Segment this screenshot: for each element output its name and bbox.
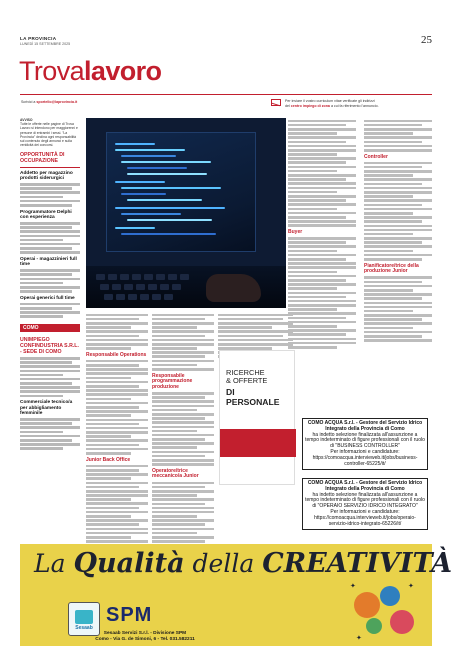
issue-date: LUNEDÌ 15 SETTEMBRE 2025: [20, 42, 71, 46]
section-title-opportunita: OPPORTUNITÀ DI OCCUPAZIONE: [20, 152, 65, 165]
mid-column-2: [152, 312, 214, 555]
job-title: Operatore/trice meccanico/a Junior: [152, 467, 199, 480]
job-title: Addetto per magazzino prodotti siderurgici: [20, 170, 73, 182]
ad-body: ha indetto selezione finalizzata all'assunzione a tempo indeterminato di figure professionali con il ruolo di "BUSINESS CONTROLLER": [305, 431, 425, 450]
byline-prefix: Scrivici a: [21, 100, 36, 104]
banner-address: Sesaab Servizi S.r.l. - Divisione SPM Como - Via G. de Simoni, 6 - Tel. 031.582211: [95, 631, 195, 642]
ad-body: ha indetto selezione finalizzata all'assunzione a tempo indeterminato di figure professionali con il ruolo di "OPERAIO SERVIZIO IDRICO INTEGRATO": [305, 491, 425, 510]
job-title: Controller: [364, 153, 388, 160]
sesaab-logo-icon: Sesaab: [68, 602, 100, 636]
como-section-bar: COMO: [20, 324, 80, 332]
section-divider: [20, 167, 80, 168]
ad-line-personale: DI PERSONALE: [226, 387, 280, 407]
masthead: [20, 36, 432, 48]
job-title: Pianificatore/trice della produzione Junior: [364, 262, 419, 275]
headline-rule: [20, 94, 432, 95]
como-acqua-ad-1: [302, 418, 428, 470]
newspaper-name: LA PROVINCIA: [20, 36, 57, 41]
mid-column-1: [86, 312, 148, 547]
envelope-icon: [271, 99, 281, 106]
banner-slogan: La Qualità della CREATIVITÀ: [34, 548, 452, 579]
headline-light: Trova: [19, 56, 85, 86]
monitor-with-code: [106, 132, 256, 252]
hand: [206, 274, 261, 302]
intro-notice: AVVISO Tutte le offerte nelle pagine di Trova Lavoro si intendono per maggiorenni e persone di entrambi i sessi. "La Provincia" declina ogni responsabilità sul contenuto degli annunci e sulla veridicità dei concorsi.: [20, 118, 78, 148]
cv-note: [285, 99, 435, 108]
byline: [21, 100, 77, 104]
job-title: Operai generici full time: [20, 295, 75, 301]
right-column-a: [288, 118, 356, 349]
job-title: Operai - magazzinieri full time: [20, 256, 77, 268]
ad-header: COMO ACQUA S.r.l. - Gestore del Servizio Idrico Integrato della Provincia di Como: [307, 480, 423, 492]
cv-note-line2: del centro impiego di zona a cui fa riferimento l'annuncio.: [285, 103, 379, 108]
ad-footer[interactable]: Per informazioni e candidature: https://comoacqua.intervieweb.it/jobs/operaio-servizio-idrico-integrato-65226/it/: [314, 508, 416, 527]
left-column: [20, 118, 80, 450]
ad-header: COMO ACQUA S.r.l. - Gestore del Servizio Idrico Integrato della Provincia di Como: [307, 420, 423, 432]
job-title: Responsabile Operations: [86, 351, 147, 358]
cv-note-line1: Per inviare il vostro curriculum vitae verificate gli indirizzi: [285, 99, 375, 103]
job-title: Programmatore Delphi con esperienza: [20, 209, 72, 220]
ad-line-ricerche: RICERCHE & OFFERTE: [226, 368, 268, 386]
job-title: Commerciale tecnico/a per abbigliamento femminile: [20, 400, 73, 417]
headline-bold: lavoro: [84, 56, 162, 86]
spm-brand: SPM: [106, 604, 153, 626]
spm-banner-ad: [20, 544, 452, 646]
job-title: Buyer: [288, 228, 303, 235]
right-column-b: [364, 118, 432, 342]
cv-note-highlight: centro impiego di zona: [290, 103, 330, 108]
ad-red-block: [220, 429, 296, 457]
job-title: Junior Back Office: [86, 456, 131, 463]
job-title: Responsabile programmazione produzione: [152, 372, 193, 390]
como-section-title: UNIMPIEGO CONFINDUSTRIA S.R.L. - SEDE DI COMO: [20, 336, 79, 355]
decorative-art: ✦ ✦ ✦: [350, 582, 414, 642]
page-number: 25: [421, 34, 432, 46]
ad-footer[interactable]: Per informazioni e candidature: https://comoacqua.intervieweb.it/jobs/business-controller-65225/it/: [312, 448, 418, 467]
byline-email[interactable]: sportello@laprovincia.it: [36, 100, 78, 104]
ricerche-offerte-box: [219, 350, 295, 485]
como-acqua-ad-2: [302, 478, 428, 530]
header-photo: [86, 118, 286, 308]
section-headline: [19, 58, 161, 85]
